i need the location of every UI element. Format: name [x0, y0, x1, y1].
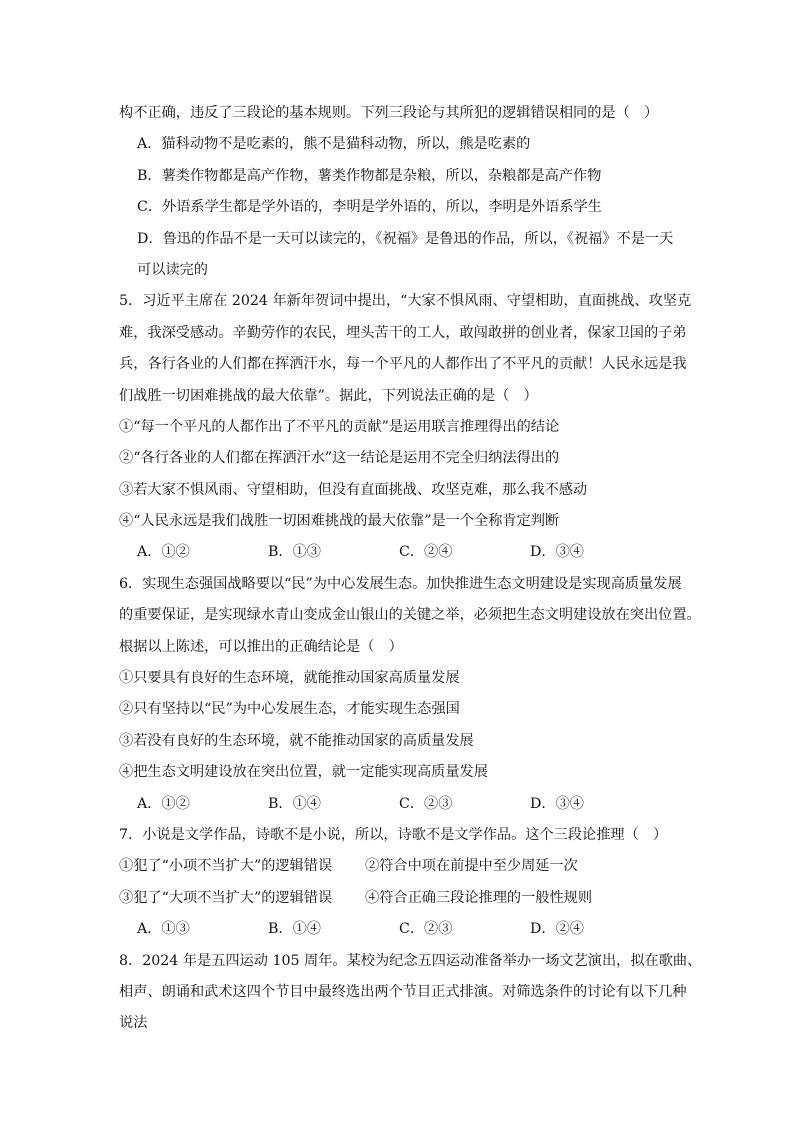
q7-statement-2: ②符合中项在前提中至少周延一次 [365, 858, 578, 875]
q7-option-c: C．②③ [399, 921, 453, 938]
q6-option-d: D．③④ [530, 795, 584, 812]
q5-option-a: A．①② [137, 544, 190, 561]
q6-statement-4: ④把生态文明建设放在突出位置，就一定能实现高质量发展 [119, 764, 488, 781]
q4-option-d-cont: 可以读完的 [137, 261, 208, 278]
q5-options [119, 537, 679, 568]
q5-statement-4: ④“人民永远是我们战胜一切困难挑战的最大依靠”是一个全称肯定判断 [119, 513, 560, 530]
q7-statement-row [119, 883, 679, 914]
q6-stem-line: 根据以上陈述，可以推出的正确结论是（ ） [119, 638, 403, 655]
q8-stem-line: 说法 [119, 1015, 148, 1032]
q8-stem-line: 8．2024 年是五四运动 105 周年。某校为纪念五四运动准备举办一场文艺演出，拟在歌曲、 [119, 952, 702, 969]
q6-stem-line: 的重要保证，是实现绿水青山变成金山银山的关键之举，必须把生态文明建设放在突出位置。 [119, 607, 701, 624]
q5-stem-line: 兵，各行各业的人们都在挥洒汗水，每一个平凡的人都作出了不平凡的贡献！人民永远是我 [119, 356, 687, 373]
q5-statement-1: ①“每一个平凡的人都作出了不平凡的贡献”是运用联言推理得出的结论 [119, 418, 560, 435]
q7-statement-4: ④符合正确三段论推理的一般性规则 [365, 889, 593, 906]
q4-stem-tail: 构不正确，违反了三段论的基本规则。下列三段论与其所犯的逻辑错误相同的是（ ） [119, 105, 659, 121]
q5-option-d: D．③④ [530, 544, 584, 561]
q4-option-b: B．薯类作物都是高产作物，薯类作物都是杂粮，所以，杂粮都是高产作物 [137, 167, 602, 184]
q7-option-d: D．②④ [530, 921, 584, 938]
q7-stem: 7．小说是文学作品，诗歌不是小说，所以，诗歌不是文学作品。这个三段论推理（ ） [119, 826, 668, 843]
q6-option-a: A．①② [137, 795, 190, 812]
q6-statement-3: ③若没有良好的生态环境，就不能推动国家的高质量发展 [119, 732, 474, 749]
q5-option-c: C．②④ [399, 544, 453, 561]
q7-options [119, 914, 679, 945]
q5-statement-3: ③若大家不惧风雨、守望相助，但没有直面挑战、攻坚克难，那么我不感动 [119, 481, 588, 498]
q7-option-b: B．①④ [268, 921, 321, 938]
q7-statement-1: ①犯了“小项不当扩大”的逻辑错误 [119, 858, 333, 875]
q4-option-d: D．鲁迅的作品不是一天可以读完的，《祝福》是鲁迅的作品，所以，《祝福》不是一天 [137, 230, 674, 247]
q6-stem-line: 6．实现生态强国战略要以“民”为中心发展生态。加快推进生态文明建设是实现高质量发展 [119, 575, 682, 592]
q5-stem-line: 们战胜一切困难挑战的最大依靠”。据此，下列说法正确的是（ ） [119, 387, 538, 404]
q5-option-b: B．①③ [268, 544, 321, 561]
q7-statement-row [119, 851, 679, 882]
q8-stem-line: 相声、朗诵和武术这四个节目中最终选出两个节目正式排演。对筛选条件的讨论有以下几种 [119, 983, 687, 1000]
q6-options [119, 789, 679, 820]
q5-stem-line: 难，我深受感动。辛勤劳作的农民，埋头苦干的工人，敢闯敢拼的创业者，保家卫国的子弟 [119, 324, 687, 341]
q5-statement-2: ②“各行各业的人们都在挥洒汗水”这一结论是运用不完全归纳法得出的 [119, 450, 560, 467]
q5-stem-line: 5．习近平主席在 2024 年新年贺词中提出，“大家不惧风雨、守望相助，直面挑战、攻坚克 [119, 293, 692, 310]
q6-option-b: B．①④ [268, 795, 321, 812]
q6-statement-1: ①只要具有良好的生态环境，就能推动国家高质量发展 [119, 670, 460, 687]
page-content [119, 98, 702, 1040]
q4-option-a: A．猫科动物不是吃素的，熊不是猫科动物，所以，熊是吃素的 [137, 136, 531, 153]
q7-option-a: A．①③ [137, 921, 190, 938]
q7-statement-3: ③犯了“大项不当扩大”的逻辑错误 [119, 889, 333, 906]
q4-option-c: C．外语系学生都是学外语的，李明是学外语的，所以，李明是外语系学生 [137, 199, 602, 216]
q6-option-c: C．②③ [399, 795, 453, 812]
q6-statement-2: ②只有坚持以“民”为中心发展生态，才能实现生态强国 [119, 701, 460, 718]
